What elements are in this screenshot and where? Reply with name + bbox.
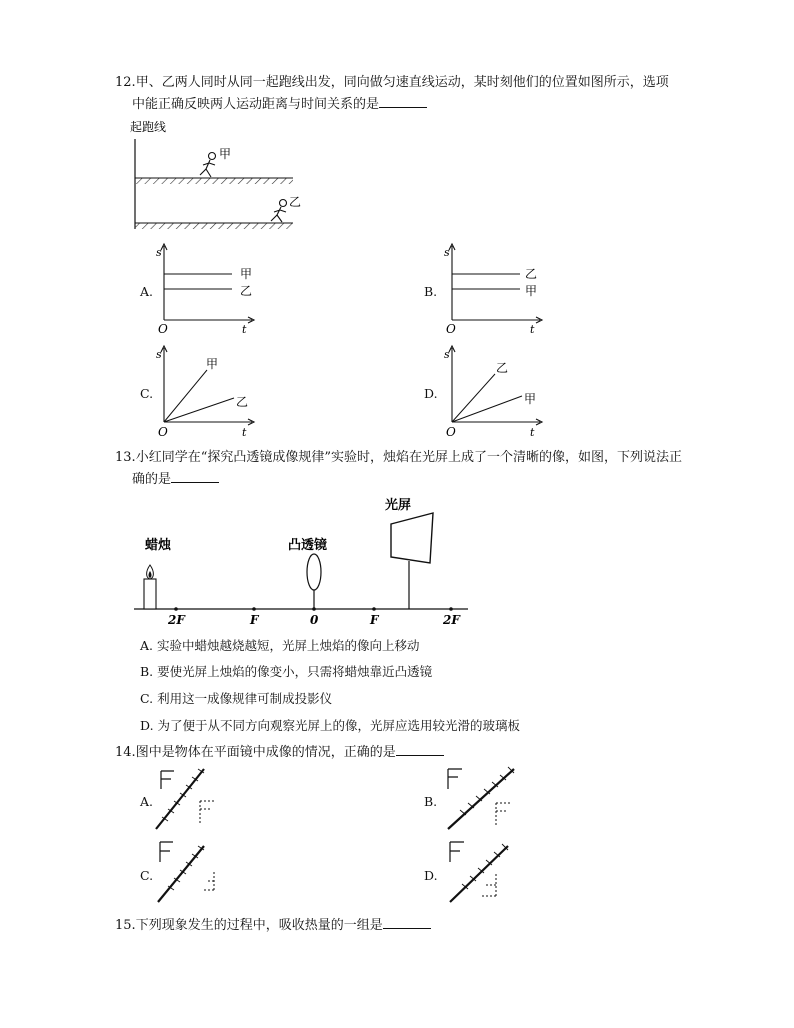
question-text-line2: 确的是 [132,472,172,487]
option-a[interactable]: A. 实验中蜡烛越烧越短，光屏上烛焰的像向上移动 [140,638,420,653]
line-label: 乙 [525,267,538,281]
candle-icon [144,565,156,609]
answer-blank[interactable] [379,95,427,108]
x-axis-label: t [242,323,247,335]
line-label: 甲 [206,357,219,371]
origin-label: O [446,425,456,439]
option-c-label[interactable]: C. [140,868,154,883]
option-b-graph[interactable] [440,240,550,335]
graph-line [452,374,495,422]
runner-a-label: 甲 [219,147,232,161]
answer-blank[interactable] [171,470,219,483]
mirror-option-b[interactable] [442,765,517,833]
line-label: 甲 [524,392,537,406]
question-text: 图中是物体在平面镜中成像的情况，正确的是 [135,745,396,760]
option-c-graph[interactable] [152,342,262,440]
tick-label: 0 [310,613,319,627]
tick-label: 2F [168,613,185,627]
tick-mark [252,607,256,611]
x-axis-label: t [242,426,247,439]
y-axis-label: s [444,246,450,259]
option-d[interactable]: D. 为了便于从不同方向观察光屏上的像，光屏应选用较光滑的玻璃板 [140,718,521,733]
question-13-stem [115,447,775,491]
y-axis-label: s [444,348,450,361]
origin-label: O [446,322,456,335]
option-b[interactable]: B. 要使光屏上烛焰的像变小，只需将蜡烛靠近凸透镜 [140,664,433,679]
question-15-stem [115,915,775,937]
tick-mark [449,607,453,611]
lower-lane-floor [135,223,293,229]
screen-icon [391,513,433,609]
runner-b-icon [271,200,287,223]
option-b-label[interactable]: B. [424,794,438,809]
option-d-label[interactable]: D. [424,386,438,401]
candle-label: 蜡烛 [145,538,172,553]
screen-label: 光屏 [385,498,412,513]
mirror-option-d[interactable] [442,838,517,906]
option-a-label[interactable]: A. [140,284,154,299]
graph-line [452,396,522,422]
lens-label: 凸透镜 [288,538,328,553]
y-axis-label: s [156,348,162,361]
convex-lens-icon [307,554,321,609]
origin-label: O [158,425,168,439]
tick-mark [312,607,316,611]
y-axis-label: s [156,246,162,259]
line-label: 乙 [236,395,249,409]
line-label: 甲 [525,284,538,298]
question-number: 12. [115,75,136,90]
question-text-line2: 中能正确反映两人运动距离与时间关系的是 [132,97,380,112]
question-text-line1: 甲、乙两人同时从同一起跑线出发，同向做匀速直线运动，某时刻他们的位置如图所示，选项 [135,75,669,90]
line-label: 乙 [496,361,509,375]
answer-blank[interactable] [396,743,444,756]
line-label: 乙 [240,284,253,298]
tick-mark [372,607,376,611]
question-14-stem [115,742,775,764]
mirror-option-a[interactable] [152,765,222,833]
tick-label: F [250,613,259,627]
option-a-graph[interactable] [152,240,262,335]
question-text: 下列现象发生的过程中，吸收热量的一组是 [135,918,383,933]
mirror-option-c[interactable] [152,838,222,906]
option-c-label[interactable]: C. [140,386,154,401]
question-number: 13. [115,450,136,465]
runner-a-icon [200,153,216,178]
answer-blank[interactable] [383,916,431,929]
question-number: 15. [115,918,136,933]
question-number: 14. [115,745,136,760]
start-line-label: 起跑线 [130,120,167,134]
option-c[interactable]: C. 利用这一成像规律可制成投影仪 [140,691,333,706]
option-d-graph[interactable] [440,342,550,440]
option-b-label[interactable]: B. [424,284,438,299]
line-label: 甲 [240,267,253,281]
question-text-line1: 小红同学在“探究凸透镜成像规律”实验时，烛焰在光屏上成了一个清晰的像，如图，下列说法正 [135,450,682,465]
upper-lane-floor [135,178,293,184]
question-12-stem [115,72,775,116]
tick-label: 2F [443,613,460,627]
race-figure [120,115,305,240]
tick-label: F [370,613,379,627]
runner-b-label: 乙 [289,195,302,209]
option-d-label[interactable]: D. [424,868,438,883]
x-axis-label: t [530,426,535,439]
tick-mark [174,607,178,611]
origin-label: O [158,322,168,335]
x-axis-label: t [530,323,535,335]
lens-experiment-figure [128,493,478,628]
option-a-label[interactable]: A. [140,794,154,809]
